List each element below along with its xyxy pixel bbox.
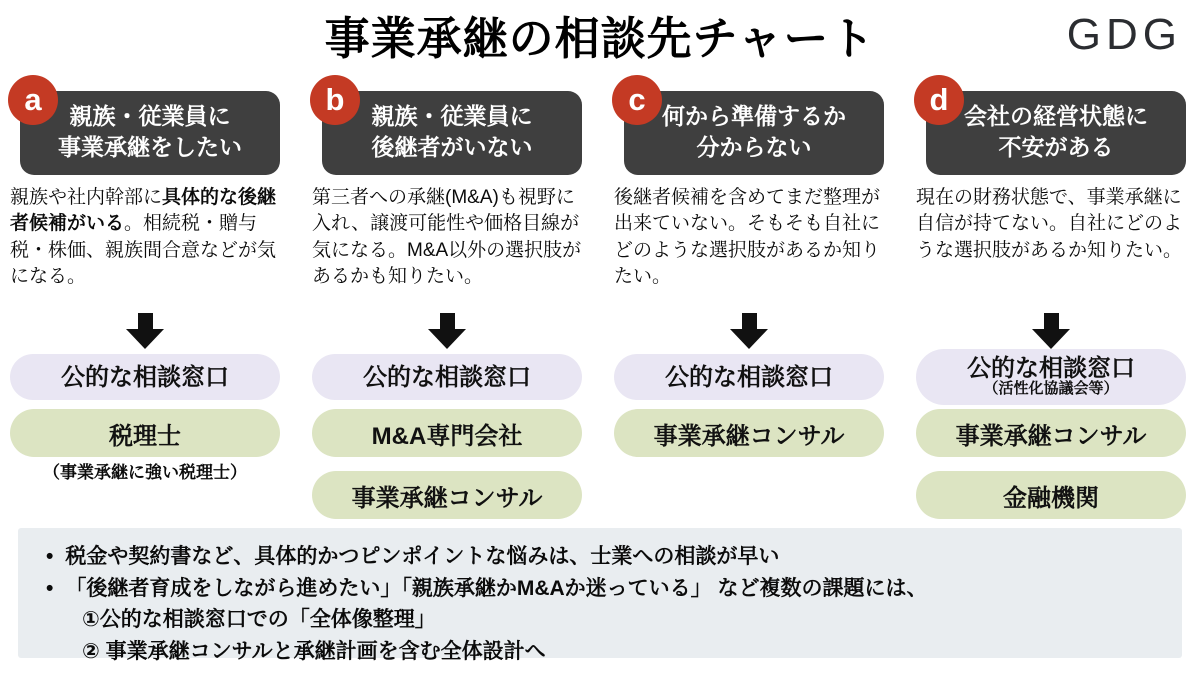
column-b-desc-text: 第三者への承継(M&A)も視野に入れ、譲渡可能性や価格目線が気になる。M&A以外の選択肢があるかも知りたい。: [312, 187, 582, 287]
column-c-header-line1: 何から準備するか: [662, 103, 846, 129]
column-a-public-label: 公的な相談窓口: [61, 363, 229, 391]
column-a-desc-post: 。相続税・贈与税・株価、親族間合意などが気になる。: [10, 213, 277, 287]
column-d-advisor-pill-2: 金融機関: [916, 471, 1186, 519]
column-c-down-arrow-icon: [614, 313, 884, 349]
column-a-header-line2: 事業承継をしたい: [58, 134, 242, 161]
footnote-sub-1: [40, 604, 1162, 636]
column-c-header-box: [624, 82, 884, 175]
footnote-sub-2-text: ② 事業承継コンサルと承継計画を含む全体設計へ: [82, 639, 546, 663]
chart-columns: [10, 75, 1186, 519]
column-d-public-sub-label: （活性化協議会等）: [983, 380, 1119, 398]
column-c-public-label: 公的な相談窓口: [665, 363, 833, 391]
column-a-advisor-pill-1: 税理士: [10, 409, 280, 457]
column-c-desc-text: 後継者候補を含めてまだ整理が出来ていない。そもそも自社にどのような選択肢があるか知りたい。: [614, 187, 881, 287]
column-a-header-box: [20, 82, 280, 175]
column-c: [614, 75, 884, 519]
column-a: [10, 75, 280, 519]
column-d-badge: d: [914, 75, 964, 125]
column-a-description: [10, 185, 280, 313]
column-b: [312, 75, 582, 519]
footnote-sub-2: [40, 636, 1162, 668]
column-a-public-contact-pill: [10, 354, 280, 400]
column-c-header-line2: 分からない: [696, 134, 812, 161]
column-b-public-contact-pill: [312, 354, 582, 400]
column-d-desc-text: 現在の財務状態で、事業承継に自信が持てない。自社にどのような選択肢があるか知りたい。: [916, 187, 1183, 261]
column-a-badge: a: [8, 75, 58, 125]
column-c-description: [614, 185, 884, 313]
footnotes-panel: [18, 528, 1182, 663]
column-a-desc-bold: 具体的な後継者候補がいる: [10, 187, 277, 235]
column-d-header-box: [926, 82, 1186, 175]
column-b-header-line1: 親族・従業員に: [371, 103, 533, 129]
column-c-public-contact-pill: [614, 354, 884, 400]
column-c-badge: c: [612, 75, 662, 125]
column-d-description: [916, 185, 1186, 313]
column-d-header-line2: 不安がある: [998, 134, 1114, 161]
column-b-advisor-pill-1: M&A専門会社: [312, 409, 582, 457]
column-a-advisor-pill-1-sub: （事業承継に強い税理士）: [43, 463, 247, 483]
column-d-public-label: 公的な相談窓口: [967, 355, 1135, 383]
footnote-bullet-2-text: • 「後継者育成をしながら進めたい」「親族承継かM&Aか迷っている」 など複数の課題には、: [65, 576, 928, 600]
column-b-public-label: 公的な相談窓口: [363, 363, 531, 391]
column-b-down-arrow-icon: [312, 313, 582, 349]
column-b-header-line2: 後継者がいない: [371, 134, 533, 161]
footnote-bullet-2: [40, 573, 1162, 605]
column-d-header-line1: 会社の経営状態に: [964, 103, 1148, 129]
column-c-advisor-pill-1: 事業承継コンサル: [614, 409, 884, 457]
footnote-bullet-1-text: • 税金や契約書など、具体的かつピンポイントな悩みは、士業への相談が早い: [65, 545, 780, 568]
page-title: 事業承継の相談先チャート: [324, 13, 876, 64]
brand-logo: GDG: [1066, 10, 1182, 59]
column-b-header-box: [322, 82, 582, 175]
column-a-desc-pre: 親族や社内幹部に: [10, 187, 163, 209]
column-b-badge: b: [310, 75, 360, 125]
column-d-advisor-pill-1: 事業承継コンサル: [916, 409, 1186, 457]
column-a-down-arrow-icon: [10, 313, 280, 349]
column-d: [916, 75, 1186, 519]
footnote-sub-1-text: ①公的な相談窓口での「全体像整理」: [82, 608, 436, 631]
column-b-advisor-pill-2: 事業承継コンサル: [312, 471, 582, 519]
column-b-description: [312, 185, 582, 313]
column-d-down-arrow-icon: [916, 313, 1186, 349]
column-a-header-line1: 親族・従業員に: [69, 103, 231, 129]
column-d-public-contact-pill: [916, 349, 1186, 405]
footnote-bullet-1: [40, 541, 1162, 573]
